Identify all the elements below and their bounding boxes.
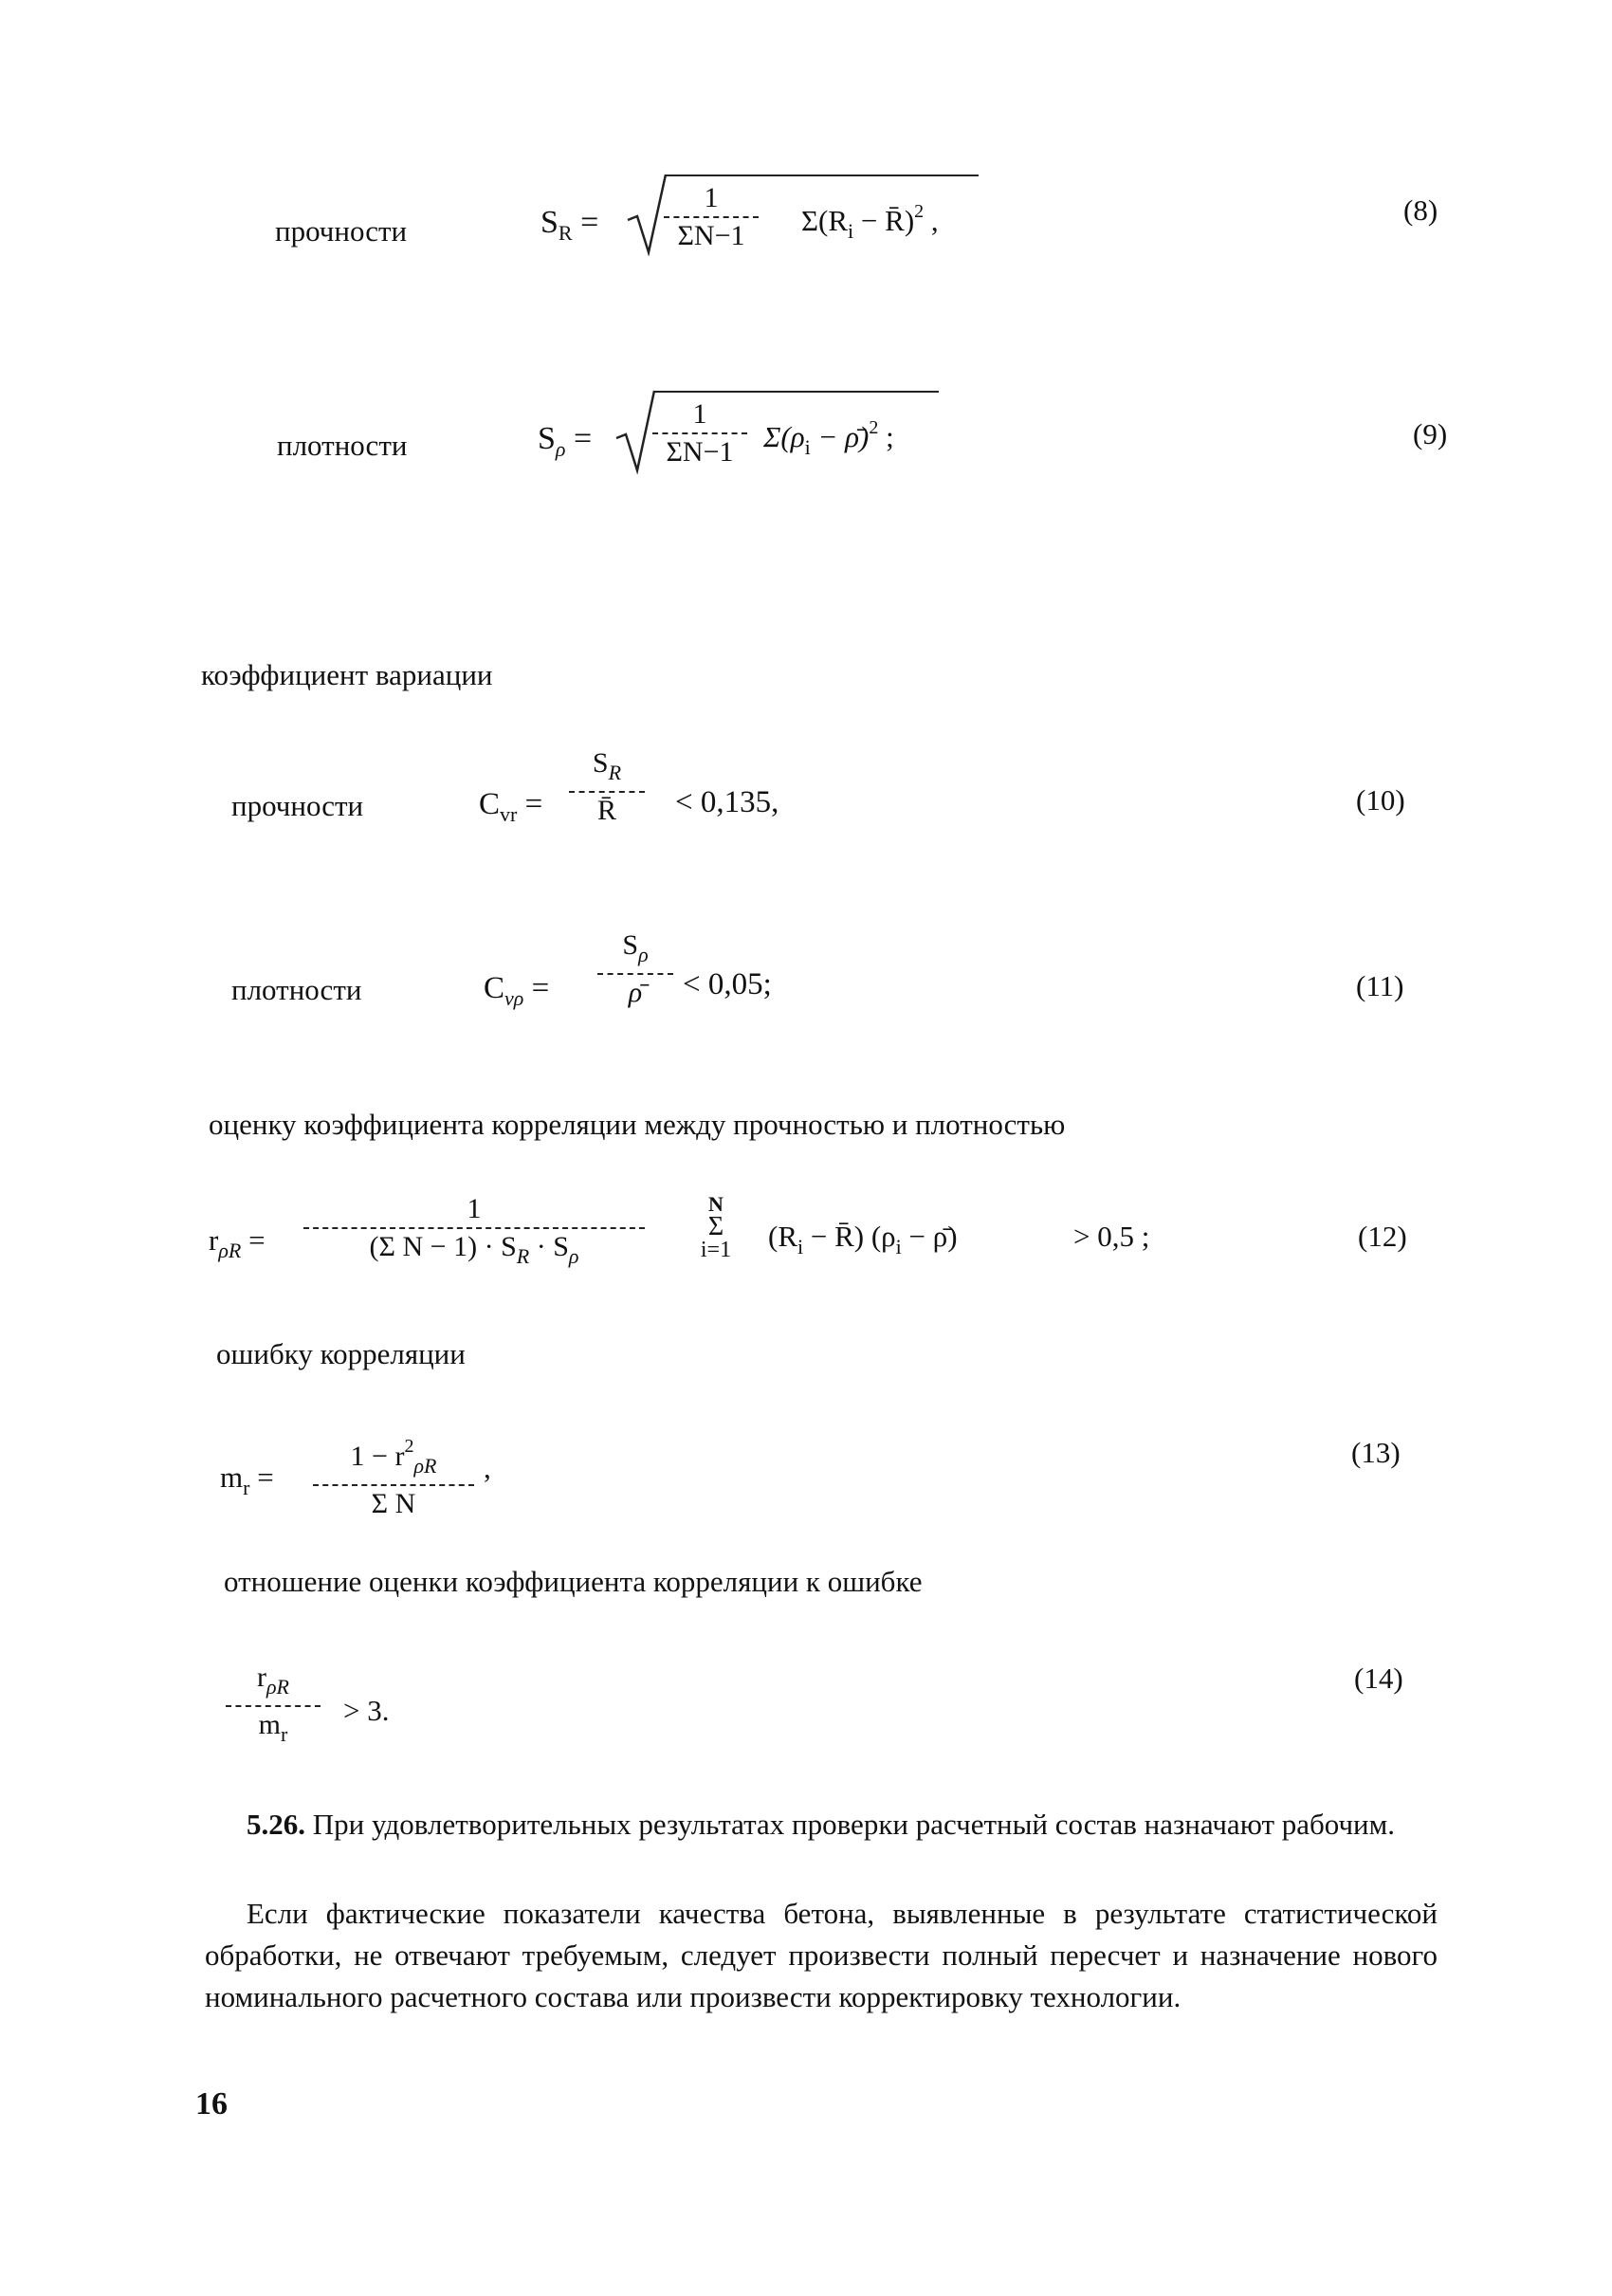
eq9-numerator: 1 [692,398,707,430]
eq8-fraction [664,182,759,252]
eq8-denominator: ΣN−1 [677,220,745,251]
eq13-end: , [484,1451,491,1484]
eq11-rhs: < 0,05; [683,967,772,1001]
section-text: При удовлетворительных результатах проверки расчетный состав назначают рабочим. [312,1808,1396,1841]
eq14-numerator: $r_{\rho R}$ [257,1662,289,1699]
eq8-numerator: 1 [704,182,719,213]
label-density-11: плотности [231,973,362,1006]
eq13-denominator: Σ N [371,1488,416,1519]
heading-correlation-error: ошибку корреляции [216,1337,466,1370]
eq10-numerator: $S_R$ [592,747,622,784]
eq11-numerator: $S_\rho$ [622,929,649,966]
eq12-numerator: 1 [467,1193,482,1224]
eq9-denominator: ΣN−1 [666,436,734,468]
eq12-fraction [303,1193,645,1273]
label-strength-10: прочности [231,789,364,822]
eq11-denominator: ρ̄ [628,977,643,1008]
eq9-number: (9) [1413,417,1448,450]
section-number: 5.26. [247,1808,305,1841]
eq12-number: (12) [1358,1220,1407,1253]
eq11-lhs: $C_{v\rho}$ = [484,971,550,1010]
eq10-fraction [569,747,645,827]
eq9-body: $\Sigma(\rho_i$ − ρ̄)$^2$ ; [763,417,894,459]
eq12-sum-bottom: i=1 [700,1238,732,1262]
eq14-rhs: > 3. [343,1694,390,1727]
eq14-number: (14) [1354,1662,1403,1695]
eq12-body: ($R_i$ − R̄) ($\rho_i$ − ρ̄) [768,1220,958,1258]
eq9-lhs: $S_\rho$ = [538,421,593,461]
eq10-denominator: R̄ [596,795,616,826]
eq12-sum-top: N [708,1192,724,1216]
eq13-fraction [313,1430,474,1520]
eq8-number: (8) [1403,193,1438,227]
eq9-fraction [652,398,747,468]
eq12-sum [683,1193,749,1261]
eq11-fraction [597,929,673,1009]
eq12-lhs: $r_{\rho R}$ = [209,1223,266,1262]
eq14-fraction [226,1662,321,1751]
heading-ratio: отношение оценки коэффициента корреляции к ошибке [224,1565,923,1598]
eq8-body: $\Sigma(R_i$ − R̄)$^2$ , [801,201,939,243]
eq8-lhs: $S_R$ = [540,205,599,245]
eq14-denominator: $m_r$ [258,1709,288,1746]
eq13-numerator: $1 - r^2_{\rho R}$ [350,1436,437,1478]
section-paragraph: Если фактические показатели качества бетона, выявленные в результате статистической обработки, не отвечают требуемым, следует произвести полный пересчет и назначение нового номинального расчетного состава или произвести корректировку технологии. [205,1897,1438,2013]
eq11-number: (11) [1356,969,1404,1002]
heading-variation: коэффициент вариации [201,658,493,691]
eq12-sum-symbol: Σ [707,1212,724,1241]
eq8-radical-icon [626,171,669,256]
eq12-denominator: (Σ $N - 1) \cdot S_R \cdot S_\rho$ [369,1231,579,1268]
section-5-26 [205,1804,1438,1846]
page-number: 16 [195,2086,228,2122]
label-density-9: плотности [277,429,408,462]
heading-correlation: оценку коэффициента корреляции между прочностью и плотностью [209,1108,1066,1141]
eq9-radical-icon [614,387,657,474]
eq9-radical-bar [654,391,939,393]
eq10-lhs: $C_{vr}$ = [479,787,543,826]
label-strength-8: прочности [275,214,408,248]
eq10-number: (10) [1356,783,1405,817]
eq13-lhs: $m_r$ = [220,1460,274,1499]
eq10-rhs: < 0,135, [675,785,779,819]
eq12-rhs: > 0,5 ; [1073,1220,1150,1253]
eq8-radical-bar [666,174,979,176]
eq13-number: (13) [1351,1436,1401,1469]
